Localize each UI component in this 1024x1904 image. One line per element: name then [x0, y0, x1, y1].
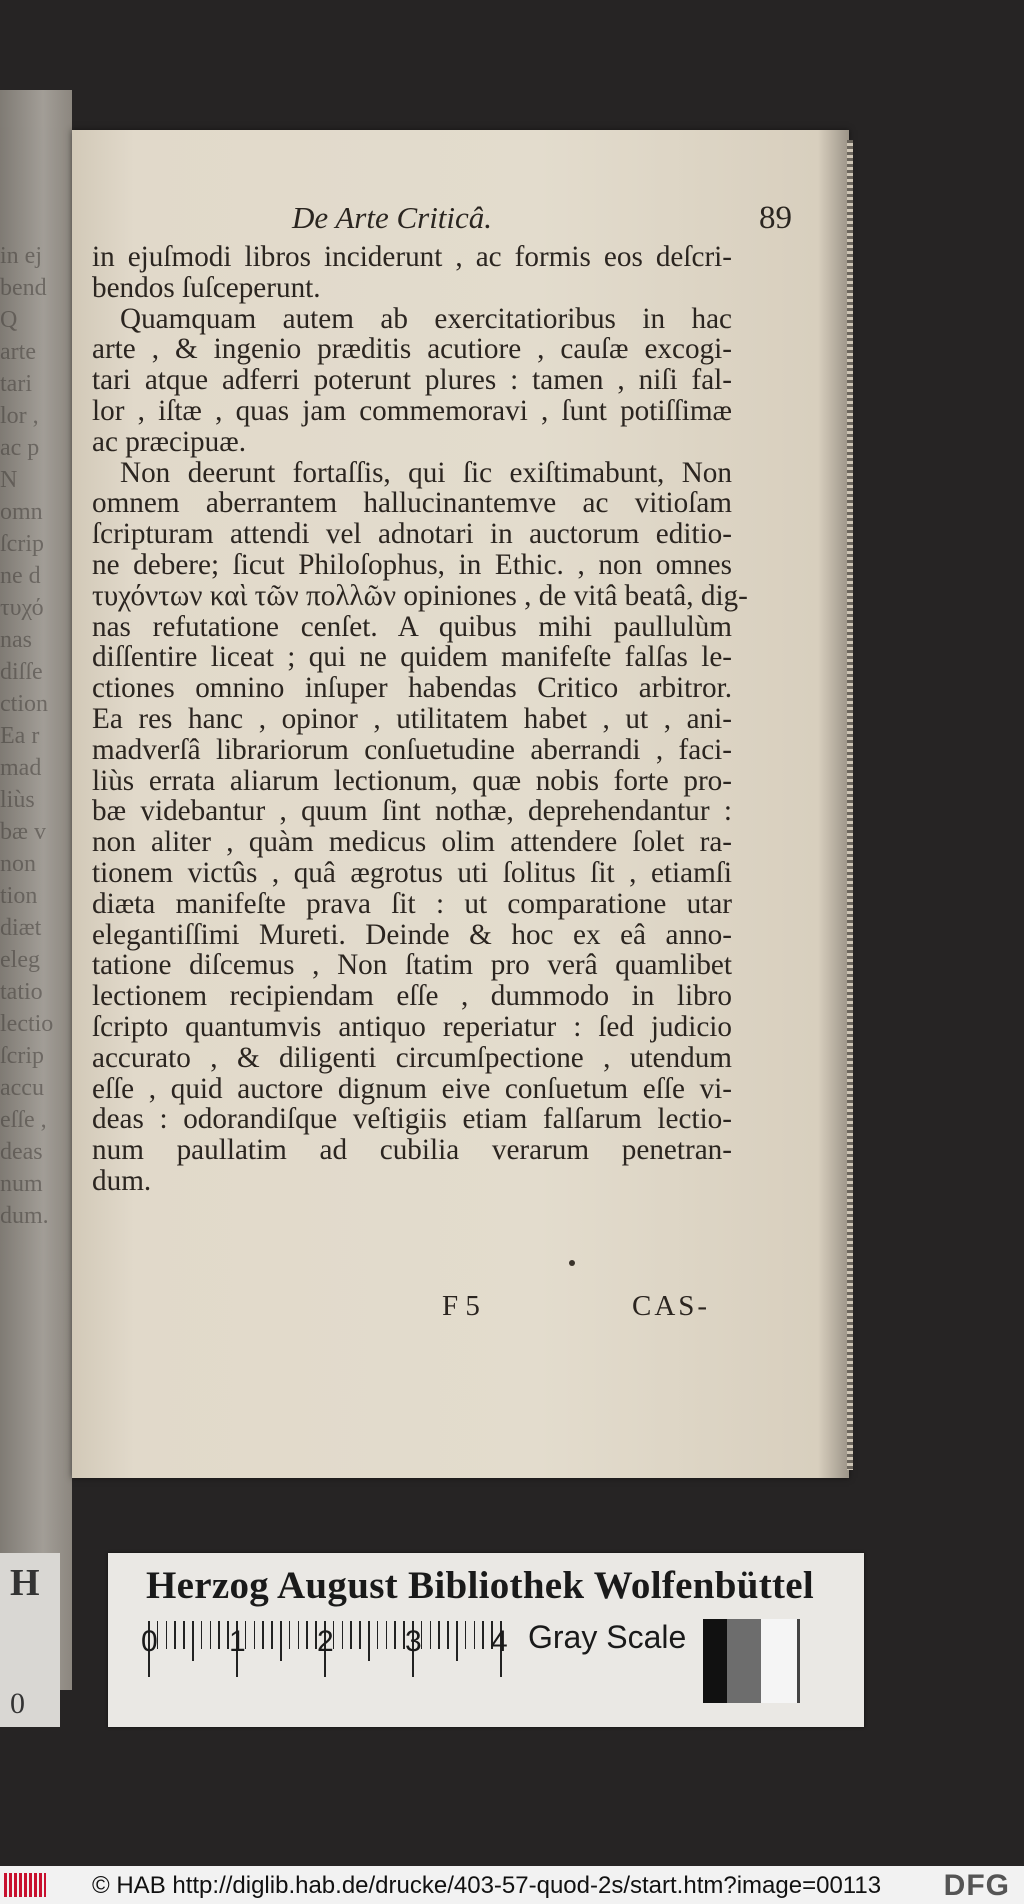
- scale-number-3: 3: [405, 1625, 422, 1658]
- ruler-tick: [447, 1621, 449, 1649]
- left-page-fragment: ſcrip: [0, 531, 44, 557]
- text-line: bæ videbantur , quum ſint nothæ, deprehendantur :: [92, 795, 732, 828]
- text-line: deas : odorandiſque veſtigiis etiam falſarum lectio-: [92, 1103, 732, 1136]
- text-line: bendos ſuſceperunt.: [92, 271, 321, 304]
- running-title: De Arte Criticâ.: [292, 200, 493, 235]
- ruler-tick: [192, 1621, 194, 1661]
- book-page: [72, 130, 849, 1478]
- text-line: diæta manifeſte prava ſit : ut comparatione utar: [92, 887, 732, 920]
- ruler-tick: [210, 1621, 212, 1649]
- institution-name: Herzog August Bibliothek Wolfenbüttel: [146, 1564, 815, 1607]
- ruler-tick: [368, 1621, 370, 1661]
- swatch-gray: [727, 1619, 761, 1703]
- ruler-tick: [201, 1621, 203, 1649]
- signature-mark: F 5: [442, 1290, 480, 1322]
- gray-swatches: [703, 1619, 803, 1703]
- text-line: accurato , & diligenti circumſpectione , utendum: [92, 1041, 732, 1074]
- left-page-fragment: bend: [0, 275, 47, 301]
- ruler-tick: [174, 1621, 176, 1649]
- calibration-card: [108, 1553, 864, 1727]
- left-page-fragment: in ej: [0, 243, 42, 269]
- left-page-fragment: diæt: [0, 915, 42, 941]
- text-line: arte , & ingenio præditis acutiore , cauſæ excogi-: [92, 333, 732, 366]
- ruler-tick: [289, 1621, 291, 1649]
- text-line: num paullatim ad cubilia verarum penetran-: [92, 1134, 732, 1167]
- page-number: 89: [759, 200, 792, 236]
- left-page-fragment: τυχό: [0, 595, 44, 621]
- left-page-fragment: N: [0, 467, 18, 493]
- text-line: tionem victûs , quâ ægrotus uti ſolitus ſit , etiamſi: [92, 856, 732, 889]
- left-page-fragment: nas: [0, 627, 32, 653]
- text-line: ſcripto quantumvis antiquo reperiatur : ſed judicio: [92, 1010, 732, 1043]
- left-page-fragment: lor ,: [0, 403, 39, 429]
- ruler-tick: [394, 1621, 396, 1649]
- text-line: tari atque adferri poterunt plures : tamen , niſi fal-: [92, 364, 732, 397]
- text-line: Ea res hanc , opinor , utilitatem habet , ut , ani-: [92, 702, 732, 735]
- ruler-tick: [474, 1621, 476, 1649]
- left-page-fragment: ac p: [0, 435, 40, 461]
- text-line: Quamquam autem ab exercitatioribus in hac: [120, 302, 732, 335]
- left-page-fragment: eſſe ,: [0, 1107, 47, 1133]
- text-line: lor , iſtæ , quas jam commemoravi , ſunt potiſſimæ: [92, 394, 732, 427]
- ruler-tick: [218, 1621, 220, 1649]
- left-page-fragment: tari: [0, 371, 32, 397]
- ruler-tick: [262, 1621, 264, 1649]
- left-page-fragment: arte: [0, 339, 36, 365]
- ruler-tick: [465, 1621, 467, 1649]
- ruler-tick: [482, 1621, 484, 1649]
- page-edge: [847, 140, 853, 1470]
- ruler-tick: [359, 1621, 361, 1649]
- text-line: Non deerunt fortaſſis, qui ſic exiſtimabunt, Non: [120, 456, 732, 489]
- text-line: elegantiſſimi Mureti. Deinde & hoc ex eâ anno-: [92, 918, 732, 951]
- ruler-tick: [438, 1621, 440, 1649]
- text-line: liùs errata aliarum lectionum, quæ nobis forte pro-: [92, 764, 732, 797]
- text-line: diſſentire liceat ; qui ne quidem manifeſte falſas le-: [92, 641, 732, 674]
- left-page-fragment: diſſe: [0, 659, 43, 685]
- text-line: ne debere; ſicut Philoſophus, in Ethic. , non omnes: [92, 548, 732, 581]
- ruler-tick: [342, 1621, 344, 1649]
- footer-bar: [0, 1866, 1024, 1904]
- left-page-fragment: accu: [0, 1075, 44, 1101]
- left-page-text: [0, 240, 72, 1232]
- text-line: omnem aberrantem hallucinantemve ac vitioſam: [92, 487, 732, 520]
- card-fragment-number: 0: [10, 1687, 25, 1720]
- left-page-fragment: non: [0, 851, 36, 877]
- left-page-fragment: lectio: [0, 1011, 54, 1037]
- text-line: ac præcipuæ.: [92, 425, 247, 458]
- body-text: [92, 241, 748, 1197]
- ruler-tick: [298, 1621, 300, 1649]
- catchword: CAS-: [632, 1290, 711, 1322]
- left-page-fragment: Q: [0, 307, 18, 333]
- left-page-fragment: ſcrip: [0, 1043, 44, 1069]
- text-line: lectionem recipiendam eſſe , dummodo in libro: [92, 980, 732, 1013]
- scale-number-0: 0: [141, 1625, 158, 1658]
- ruler-tick: [350, 1621, 352, 1649]
- text-line: dum.: [92, 1164, 152, 1197]
- text-line: ſcripturam attendi vel adnotari in auctorum editio-: [92, 518, 732, 551]
- swatch-white: [761, 1619, 800, 1703]
- left-page-strip: [0, 90, 72, 1690]
- text-line: eſſe , quid auctore dignum eive conſuetum eſſe vi-: [92, 1072, 732, 1105]
- card-fragment-letter: H: [10, 1562, 40, 1604]
- ruler-tick: [254, 1621, 256, 1649]
- text-line: ctiones omnino inſuper habendas Critico arbitror.: [92, 672, 732, 705]
- scale-number-4: 4: [491, 1625, 508, 1658]
- left-page-fragment: tion: [0, 883, 38, 909]
- ruler-tick: [386, 1621, 388, 1649]
- dfg-logo: DFG: [943, 1869, 1010, 1902]
- left-page-fragment: liùs: [0, 787, 35, 813]
- left-page-fragment: bæ v: [0, 819, 47, 845]
- text-line: nas refutatione cenſet. A quibus mihi paullulùm: [92, 610, 732, 643]
- left-page-fragment: ne d: [0, 563, 41, 589]
- left-page-fragment: dum.: [0, 1203, 49, 1229]
- gray-scale-label: Gray Scale: [528, 1619, 687, 1655]
- left-page-fragment: eleg: [0, 947, 40, 973]
- left-page-fragment: num: [0, 1171, 43, 1197]
- ruler-tick: [377, 1621, 379, 1649]
- left-page-fragment: Ea r: [0, 723, 40, 749]
- ruler-tick: [306, 1621, 308, 1649]
- scale-number-2: 2: [317, 1625, 334, 1658]
- text-line: madverſâ librariorum conſuetudine aberrandi , faci-: [92, 733, 732, 766]
- ruler-tick: [280, 1621, 282, 1661]
- copyright-link[interactable]: © HAB http://diglib.hab.de/drucke/403-57-quod-2s/start.htm?image=00113: [92, 1872, 882, 1899]
- text-line: tatione diſcemus , Non ſtatim pro verâ quamlibet: [92, 949, 732, 982]
- ruler-tick: [166, 1621, 168, 1649]
- text-line: in ejuſmodi libros inciderunt , ac formis eos deſcri-: [92, 241, 732, 273]
- ruler-tick: [430, 1621, 432, 1649]
- hab-logo-icon: [4, 1873, 46, 1897]
- left-page-fragment: mad: [0, 755, 42, 781]
- ruler-tick: [456, 1621, 458, 1661]
- left-page-fragment: ction: [0, 691, 48, 717]
- text-line: τυχόντων καὶ τῶν πολλῶν opiniones , de vitâ beatâ, dig-: [92, 579, 748, 612]
- ruler-tick: [183, 1621, 185, 1649]
- left-page-fragment: deas: [0, 1139, 43, 1165]
- scale-number-1: 1: [229, 1625, 246, 1658]
- left-page-fragment: tatio: [0, 979, 43, 1005]
- ink-spot: [569, 1260, 575, 1266]
- page-header: [292, 200, 792, 240]
- left-page-fragment: omn: [0, 499, 43, 525]
- text-line: non aliter , quàm medicus olim attendere ſolet ra-: [92, 826, 732, 859]
- swatch-black: [703, 1619, 727, 1703]
- calibration-card-fragment: [0, 1553, 60, 1727]
- ruler-tick: [271, 1621, 273, 1649]
